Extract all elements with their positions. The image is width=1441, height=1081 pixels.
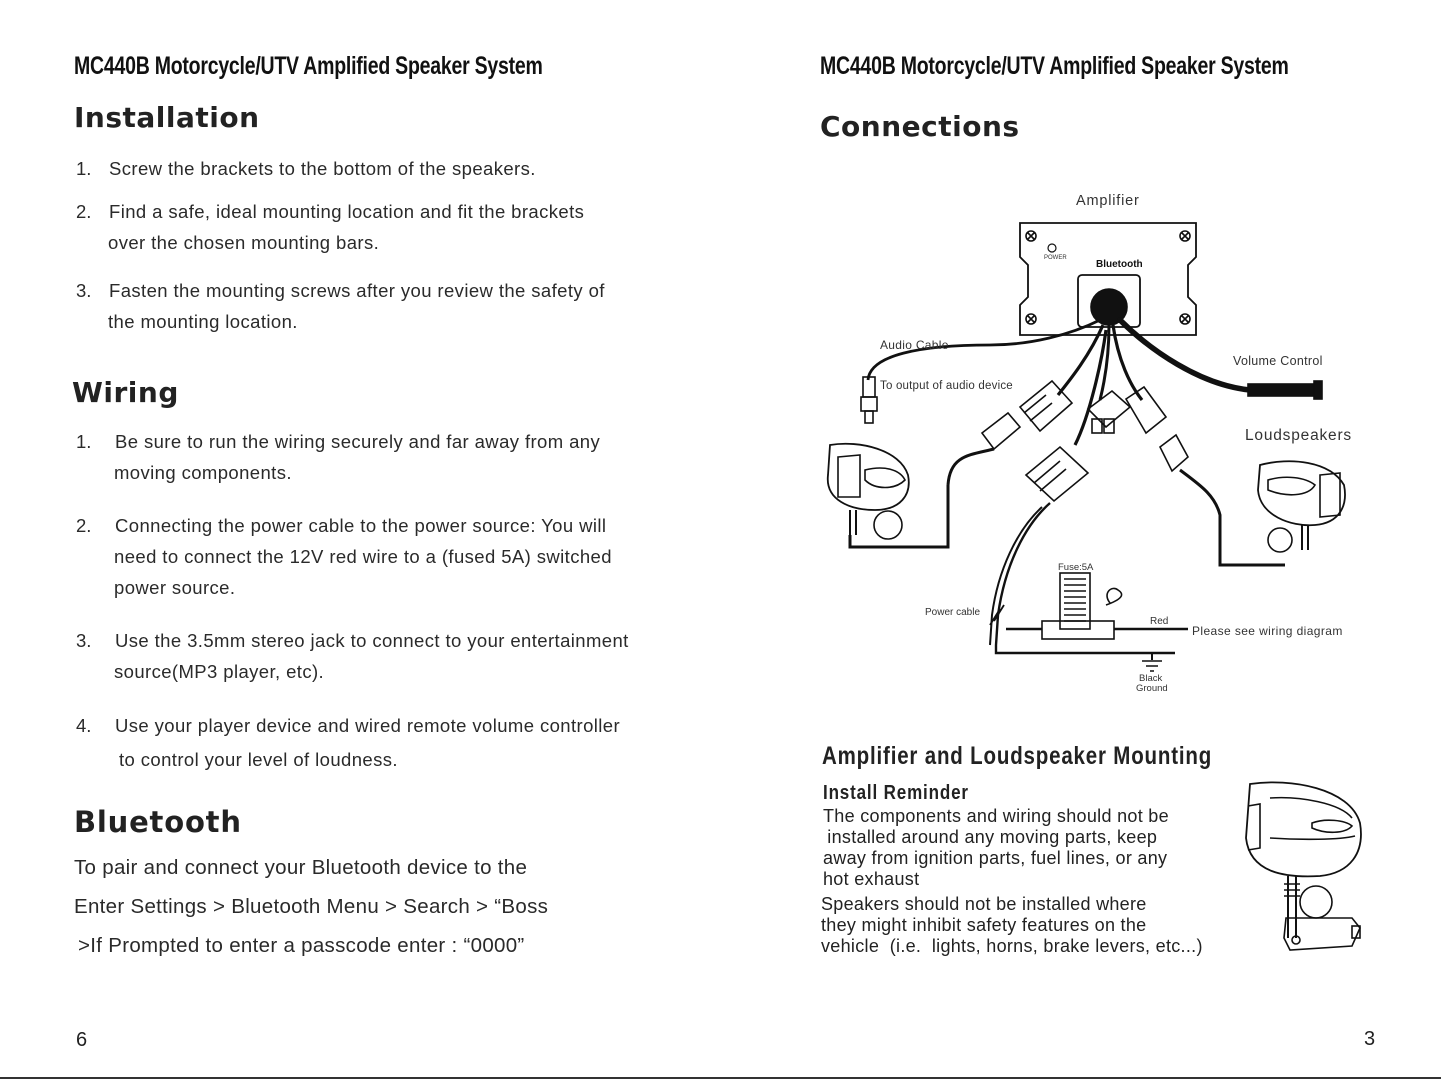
wiring-step-3-text-line-1: Use the 3.5mm stereo jack to connect to your entertainment bbox=[115, 630, 629, 651]
mounting-heading: Amplifier and Loudspeaker Mounting bbox=[822, 742, 1213, 770]
wiring-step-4-text-line-2: to control your level of loudness. bbox=[119, 749, 398, 770]
wiring-heading: Wiring bbox=[72, 376, 179, 409]
bluetooth-line-2: Enter Settings > Bluetooth Menu > Search > “Boss bbox=[74, 895, 549, 918]
diagram-label-bluetooth-logo: Bluetooth bbox=[1096, 259, 1143, 270]
wiring-step-1-text-line-2: moving components. bbox=[114, 462, 292, 483]
diagram-label-power-indicator: POWER bbox=[1044, 255, 1067, 261]
installation-step-2-number: 2. bbox=[76, 201, 92, 222]
wiring-step-2-text-line-3: power source. bbox=[114, 577, 236, 598]
speaker-connector-right bbox=[1126, 387, 1285, 565]
loudspeaker-right bbox=[1258, 461, 1345, 552]
loudspeaker-left bbox=[828, 444, 948, 547]
diagram-label-volume-control: Volume Control bbox=[1233, 354, 1323, 368]
reminder-line-1: The components and wiring should not be bbox=[823, 806, 1169, 826]
installation-step-3-text-line-1: Fasten the mounting screws after you review the safety of bbox=[109, 280, 605, 301]
reminder-line-4: hot exhaust bbox=[823, 869, 920, 889]
volume-control-cable bbox=[1120, 320, 1250, 390]
wiring-step-3-text-line-2: source(MP3 player, etc). bbox=[114, 661, 325, 682]
reminder-line-2: installed around any moving parts, keep bbox=[822, 827, 1158, 847]
installation-step-2-text-line-2: over the chosen mounting bars. bbox=[108, 232, 380, 253]
left-page-number: 6 bbox=[76, 1029, 88, 1051]
wiring-step-4-number: 4. bbox=[76, 715, 92, 736]
diagram-label-loudspeakers: Loudspeakers bbox=[1245, 427, 1352, 444]
right-page-number: 3 bbox=[1364, 1028, 1376, 1050]
reminder-line-7: vehicle (i.e. lights, horns, brake levers, etc...) bbox=[821, 936, 1203, 956]
speaker-connector-left bbox=[948, 381, 1072, 485]
power-cable bbox=[996, 503, 1175, 653]
wiring-step-3-number: 3. bbox=[76, 630, 92, 651]
right-page-header: MC440B Motorcycle/UTV Amplified Speaker System bbox=[820, 52, 1289, 80]
reminder-line-5: Speakers should not be installed where bbox=[821, 894, 1147, 914]
diagram-label-power-cable: Power cable bbox=[925, 607, 981, 618]
bottom-rule bbox=[0, 1077, 1441, 1079]
diagram-label-ground: Ground bbox=[1136, 683, 1168, 694]
installation-heading: Installation bbox=[74, 101, 260, 134]
left-page-header: MC440B Motorcycle/UTV Amplified Speaker System bbox=[74, 52, 543, 80]
ground-symbol bbox=[1142, 653, 1162, 671]
speaker-mount-illustration bbox=[1240, 778, 1370, 963]
fuse-holder bbox=[1006, 573, 1188, 639]
connections-diagram bbox=[820, 185, 1380, 710]
wiring-step-1-number: 1. bbox=[76, 431, 92, 452]
bluetooth-heading: Bluetooth bbox=[74, 805, 242, 839]
power-connector bbox=[1026, 391, 1130, 501]
install-reminder-heading: Install Reminder bbox=[823, 782, 969, 804]
installation-step-1-number: 1. bbox=[76, 158, 92, 179]
bluetooth-line-3: >If Prompted to enter a passcode enter : “0000” bbox=[78, 934, 525, 957]
diagram-label-audio-cable: Audio Cable bbox=[880, 338, 949, 352]
diagram-label-fuse: Fuse:5A bbox=[1058, 562, 1094, 573]
reminder-line-3: away from ignition parts, fuel lines, or any bbox=[823, 848, 1168, 868]
audio-jack bbox=[861, 377, 877, 423]
installation-step-1-text: Screw the brackets to the bottom of the speakers. bbox=[109, 158, 536, 179]
diagram-label-red: Red bbox=[1150, 616, 1169, 627]
wiring-step-4-text-line-1: Use your player device and wired remote volume controller bbox=[115, 715, 621, 736]
diagram-label-black: Black bbox=[1139, 673, 1163, 684]
connections-heading: Connections bbox=[820, 110, 1020, 143]
diagram-label-wiring-note: Please see wiring diagram bbox=[1192, 624, 1343, 638]
wiring-step-2-number: 2. bbox=[76, 515, 92, 536]
volume-control-knob bbox=[1248, 384, 1316, 396]
wiring-step-2-text-line-1: Connecting the power cable to the power source: You will bbox=[115, 515, 607, 536]
diagram-label-audio-output: To output of audio device bbox=[880, 380, 1013, 392]
wiring-step-1-text-line-1: Be sure to run the wiring securely and far away from any bbox=[115, 431, 601, 452]
installation-step-2-text-line-1: Find a safe, ideal mounting location and fit the brackets bbox=[109, 201, 585, 222]
wiring-step-2-text-line-2: need to connect the 12V red wire to a (fused 5A) switched bbox=[114, 546, 612, 567]
bluetooth-line-1: To pair and connect your Bluetooth device to the bbox=[74, 856, 528, 879]
installation-step-3-number: 3. bbox=[76, 280, 92, 301]
installation-step-3-text-line-2: the mounting location. bbox=[108, 311, 298, 332]
reminder-line-6: they might inhibit safety features on the bbox=[821, 915, 1147, 935]
amplifier-unit bbox=[1020, 223, 1196, 335]
diagram-label-amplifier: Amplifier bbox=[1076, 193, 1140, 209]
